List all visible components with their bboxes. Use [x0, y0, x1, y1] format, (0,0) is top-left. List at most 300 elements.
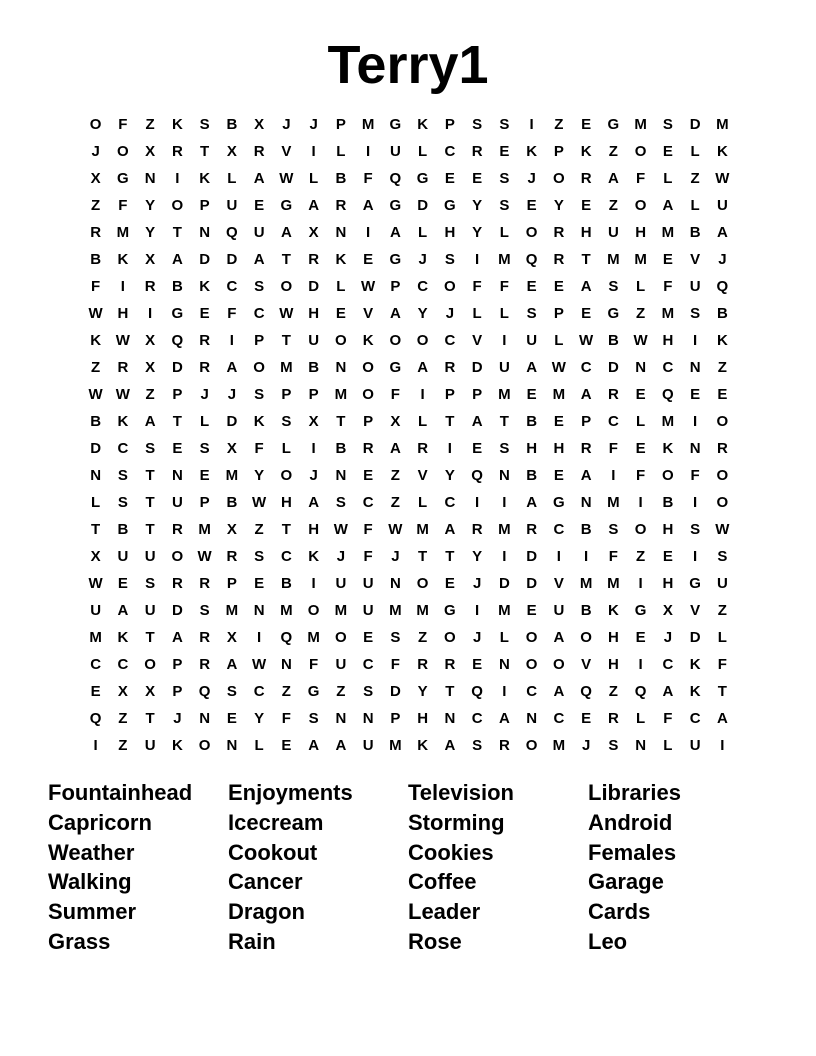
grid-cell: V — [363, 305, 374, 322]
grid-cell: O — [362, 359, 374, 376]
grid-cell: X — [226, 521, 237, 538]
grid-cell: X — [390, 413, 401, 430]
grid-cell: I — [475, 494, 480, 511]
word-list-item: Garage — [588, 869, 664, 895]
grid-cell: K — [362, 332, 374, 349]
grid-cell: Y — [417, 305, 428, 322]
grid-cell: O — [525, 224, 538, 241]
grid-cell: S — [390, 629, 401, 646]
grid-cell: J — [581, 737, 591, 754]
grid-cell: K — [335, 251, 347, 268]
grid-cell: X — [226, 143, 237, 160]
grid-cell: L — [717, 629, 727, 646]
grid-cell: A — [716, 710, 728, 727]
grid-cell: J — [200, 386, 209, 403]
grid-cell: K — [526, 143, 538, 160]
grid-cell: S — [499, 440, 510, 457]
grid-cell: C — [471, 710, 483, 727]
grid-cell: D — [308, 278, 320, 295]
grid-cell: A — [253, 251, 265, 268]
grid-cell: E — [553, 278, 564, 295]
grid-cell: K — [716, 332, 728, 349]
grid-cell: M — [225, 467, 239, 484]
grid-cell: L — [636, 413, 646, 430]
grid-cell: E — [526, 386, 537, 403]
grid-cell: B — [716, 305, 728, 322]
grid-cell: N — [280, 656, 292, 673]
grid-cell: S — [254, 548, 265, 565]
grid-cell: L — [227, 170, 237, 187]
grid-cell: O — [335, 332, 347, 349]
grid-cell: U — [144, 602, 156, 619]
grid-cell: U — [253, 224, 265, 241]
grid-cell: A — [335, 737, 347, 754]
word-list-item: Cookout — [228, 839, 318, 865]
grid-cell: C — [117, 440, 129, 457]
grid-cell: M — [607, 251, 620, 268]
grid-cell: F — [717, 656, 727, 673]
grid-cell: Q — [525, 251, 538, 268]
grid-cell: R — [471, 521, 483, 538]
grid-cell: K — [117, 251, 129, 268]
grid-cell: G — [416, 170, 429, 187]
grid-cell: E — [363, 251, 374, 268]
grid-cell: Q — [171, 332, 184, 349]
grid-cell: E — [581, 197, 592, 214]
grid-cell: Z — [608, 683, 618, 700]
grid-cell: A — [607, 170, 619, 187]
grid-cell: J — [91, 143, 100, 160]
grid-cell: R — [199, 332, 211, 349]
grid-cell: C — [417, 278, 429, 295]
grid-cell: N — [362, 710, 374, 727]
grid-cell: G — [307, 683, 320, 700]
grid-cell: W — [197, 548, 212, 565]
grid-cell: B — [526, 467, 538, 484]
grid-cell: I — [693, 494, 698, 511]
grid-cell: I — [693, 332, 698, 349]
grid-cell: S — [199, 116, 210, 133]
grid-cell: Y — [417, 683, 428, 700]
grid-cell: O — [144, 656, 156, 673]
word-list-item: Coffee — [408, 869, 477, 895]
grid-cell: E — [472, 440, 483, 457]
grid-cell: T — [717, 683, 727, 700]
grid-cell: A — [362, 197, 374, 214]
grid-cell: R — [498, 737, 510, 754]
grid-cell: K — [689, 683, 701, 700]
grid-cell: G — [689, 575, 701, 592]
grid-cell: M — [498, 251, 511, 268]
grid-cell: S — [717, 548, 728, 565]
grid-cell: U — [335, 575, 347, 592]
grid-cell: E — [363, 467, 374, 484]
grid-cell: N — [171, 467, 183, 484]
grid-cell: P — [226, 575, 237, 592]
grid-cell: T — [445, 548, 455, 565]
grid-cell: A — [117, 602, 129, 619]
grid-cell: N — [389, 575, 401, 592]
grid-cell: R — [471, 143, 483, 160]
grid-cell: U — [553, 602, 565, 619]
grid-cell: W — [279, 305, 294, 322]
grid-cell: Z — [91, 359, 101, 376]
word-list-item: Females — [588, 839, 677, 865]
grid-cell: D — [90, 440, 102, 457]
grid-cell: S — [472, 116, 483, 133]
grid-cell: T — [445, 683, 455, 700]
grid-cell: E — [717, 386, 728, 403]
grid-cell: J — [445, 305, 455, 322]
grid-cell: L — [200, 413, 210, 430]
grid-cell: A — [389, 224, 401, 241]
grid-cell: F — [608, 548, 618, 565]
grid-cell: F — [254, 440, 264, 457]
grid-cell: E — [226, 710, 237, 727]
word-list-item: Icecream — [228, 809, 324, 835]
grid-cell: S — [690, 521, 701, 538]
grid-cell: M — [416, 602, 429, 619]
grid-cell: A — [171, 251, 183, 268]
grid-cell: I — [366, 224, 371, 241]
grid-cell: I — [693, 413, 698, 430]
grid-cell: Y — [472, 197, 483, 214]
word-list — [48, 778, 778, 957]
grid-cell: Z — [608, 143, 618, 160]
word-list-item: Dragon — [228, 899, 305, 925]
grid-cell: A — [171, 629, 183, 646]
grid-cell: Q — [634, 683, 647, 700]
grid-cell: B — [580, 521, 592, 538]
grid-cell: N — [199, 224, 211, 241]
grid-cell: U — [362, 737, 374, 754]
grid-cell: C — [362, 494, 374, 511]
grid-cell: P — [172, 683, 183, 700]
grid-cell: O — [198, 737, 211, 754]
grid-cell: R — [580, 440, 592, 457]
grid-cell: W — [715, 521, 730, 538]
grid-cell: L — [418, 143, 428, 160]
grid-cell: D — [498, 575, 510, 592]
grid-cell: E — [254, 197, 265, 214]
grid-cell: A — [553, 629, 565, 646]
grid-cell: D — [199, 251, 211, 268]
grid-cell: A — [389, 305, 401, 322]
grid-cell: V — [553, 575, 564, 592]
grid-cell: E — [472, 170, 483, 187]
grid-cell: U — [117, 548, 129, 565]
grid-cell: Q — [662, 386, 674, 403]
letter-grid — [82, 111, 736, 759]
grid-cell: T — [281, 521, 291, 538]
grid-cell: M — [361, 116, 375, 133]
grid-cell: E — [581, 116, 592, 133]
grid-cell: I — [311, 143, 316, 160]
grid-cell: L — [636, 278, 646, 295]
grid-cell: M — [89, 629, 102, 646]
grid-cell: C — [526, 683, 538, 700]
grid-cell: D — [226, 251, 238, 268]
grid-cell: G — [634, 602, 647, 619]
grid-cell: J — [527, 170, 536, 187]
grid-cell: X — [226, 440, 237, 457]
grid-cell: N — [635, 737, 647, 754]
grid-cell: N — [335, 359, 347, 376]
grid-cell: F — [309, 656, 319, 673]
grid-cell: H — [526, 440, 538, 457]
grid-cell: P — [390, 710, 401, 727]
grid-cell: S — [363, 683, 374, 700]
grid-cell: L — [281, 440, 291, 457]
grid-cell: X — [145, 251, 156, 268]
grid-cell: X — [145, 332, 156, 349]
grid-cell: H — [444, 224, 456, 241]
grid-cell: E — [635, 629, 646, 646]
grid-cell: I — [502, 494, 507, 511]
grid-cell: M — [607, 494, 620, 511]
grid-cell: E — [472, 656, 483, 673]
grid-cell: Q — [580, 683, 592, 700]
grid-cell: X — [117, 683, 128, 700]
grid-cell: I — [229, 332, 234, 349]
grid-cell: J — [227, 386, 237, 403]
grid-cell: M — [334, 602, 348, 619]
grid-cell: I — [420, 386, 425, 403]
grid-cell: B — [90, 251, 102, 268]
grid-cell: H — [580, 224, 592, 241]
grid-cell: D — [526, 575, 538, 592]
grid-cell: H — [553, 440, 565, 457]
grid-cell: C — [662, 359, 674, 376]
grid-cell: L — [309, 170, 319, 187]
grid-cell: E — [581, 710, 592, 727]
grid-cell: C — [580, 359, 592, 376]
grid-cell: I — [720, 737, 725, 754]
grid-cell: F — [499, 278, 509, 295]
grid-cell: N — [90, 467, 102, 484]
grid-cell: R — [362, 440, 374, 457]
grid-cell: H — [607, 656, 619, 673]
grid-cell: O — [634, 197, 647, 214]
grid-cell: T — [581, 251, 591, 268]
grid-cell: S — [254, 386, 265, 403]
grid-cell: W — [252, 656, 267, 673]
grid-cell: W — [633, 332, 648, 349]
grid-cell: F — [690, 467, 700, 484]
grid-cell: E — [526, 278, 537, 295]
grid-cell: Z — [91, 197, 101, 214]
grid-cell: D — [226, 413, 238, 430]
grid-cell: W — [579, 332, 594, 349]
grid-cell: J — [309, 116, 318, 133]
grid-cell: F — [390, 656, 400, 673]
grid-cell: N — [689, 440, 701, 457]
grid-cell: X — [254, 116, 265, 133]
grid-cell: I — [584, 548, 589, 565]
grid-cell: N — [226, 737, 238, 754]
grid-cell: M — [416, 521, 429, 538]
grid-cell: R — [417, 440, 429, 457]
grid-cell: F — [227, 305, 237, 322]
grid-cell: S — [472, 737, 483, 754]
grid-cell: L — [663, 737, 673, 754]
grid-cell: K — [117, 629, 129, 646]
grid-cell: Y — [145, 224, 156, 241]
grid-cell: J — [472, 629, 482, 646]
grid-cell: H — [635, 224, 647, 241]
grid-cell: I — [638, 656, 643, 673]
grid-cell: E — [662, 143, 673, 160]
grid-cell: K — [417, 116, 429, 133]
grid-cell: R — [607, 710, 619, 727]
grid-cell: D — [526, 548, 538, 565]
grid-cell: S — [145, 440, 156, 457]
grid-cell: O — [89, 116, 102, 133]
grid-cell: S — [690, 305, 701, 322]
grid-cell: Q — [716, 278, 729, 295]
grid-cell: K — [171, 737, 183, 754]
grid-cell: A — [389, 440, 401, 457]
grid-cell: C — [607, 413, 619, 430]
grid-cell: W — [279, 170, 294, 187]
grid-cell: T — [145, 467, 155, 484]
grid-cell: G — [389, 197, 402, 214]
grid-cell: D — [471, 359, 483, 376]
word-list-item: Fountainhead — [48, 780, 193, 805]
grid-cell: S — [499, 170, 510, 187]
grid-cell: I — [638, 494, 643, 511]
grid-cell: E — [281, 737, 292, 754]
grid-cell: S — [499, 116, 510, 133]
grid-cell: P — [199, 494, 210, 511]
grid-cell: B — [226, 494, 238, 511]
grid-cell: M — [634, 116, 647, 133]
grid-cell: T — [499, 413, 509, 430]
grid-cell: N — [498, 467, 510, 484]
grid-cell: I — [475, 251, 480, 268]
grid-cell: F — [363, 521, 373, 538]
grid-cell: E — [117, 575, 128, 592]
grid-cell: P — [172, 386, 183, 403]
grid-cell: H — [117, 305, 129, 322]
grid-cell: S — [526, 305, 537, 322]
grid-cell: S — [226, 683, 237, 700]
grid-cell: Q — [471, 683, 483, 700]
grid-cell: S — [199, 602, 210, 619]
grid-cell: L — [554, 332, 564, 349]
grid-cell: Z — [336, 683, 346, 700]
grid-cell: A — [444, 521, 456, 538]
grid-cell: B — [117, 521, 129, 538]
grid-cell: P — [444, 386, 455, 403]
grid-cell: M — [716, 116, 729, 133]
grid-cell: I — [502, 548, 507, 565]
grid-cell: U — [90, 602, 102, 619]
grid-cell: H — [607, 629, 619, 646]
word-list-item: Storming — [408, 809, 505, 835]
grid-cell: A — [226, 359, 238, 376]
grid-cell: X — [90, 170, 101, 187]
grid-cell: B — [335, 170, 347, 187]
grid-cell: E — [499, 143, 510, 160]
grid-cell: C — [444, 332, 456, 349]
grid-cell: R — [117, 359, 129, 376]
grid-cell: I — [475, 602, 480, 619]
grid-cell: C — [553, 521, 565, 538]
grid-cell: E — [199, 305, 210, 322]
grid-cell: V — [281, 143, 292, 160]
grid-cell: D — [607, 359, 619, 376]
grid-cell: A — [444, 737, 456, 754]
grid-cell: Y — [472, 548, 483, 565]
grid-cell: N — [199, 710, 211, 727]
grid-cell: G — [444, 197, 456, 214]
grid-cell: F — [663, 278, 673, 295]
grid-cell: R — [444, 656, 456, 673]
grid-cell: O — [634, 521, 647, 538]
grid-cell: I — [311, 440, 316, 457]
grid-cell: D — [689, 629, 701, 646]
grid-cell: F — [118, 197, 128, 214]
grid-cell: A — [662, 197, 674, 214]
grid-cell: Z — [636, 548, 646, 565]
grid-cell: Z — [636, 305, 646, 322]
grid-cell: W — [88, 575, 103, 592]
grid-cell: C — [253, 683, 265, 700]
word-list-item: Leader — [408, 899, 481, 925]
grid-cell: K — [199, 170, 211, 187]
grid-cell: G — [444, 602, 456, 619]
grid-cell: O — [253, 359, 265, 376]
grid-cell: B — [308, 359, 320, 376]
grid-cell: X — [145, 143, 156, 160]
word-list-item: Cancer — [228, 869, 303, 895]
grid-cell: A — [226, 656, 238, 673]
grid-cell: F — [636, 467, 646, 484]
grid-cell: O — [553, 170, 565, 187]
grid-cell: Z — [254, 521, 264, 538]
grid-cell: P — [444, 116, 455, 133]
grid-cell: O — [580, 629, 592, 646]
grid-cell: O — [444, 278, 456, 295]
word-list-item: Weather — [48, 839, 135, 865]
grid-cell: I — [257, 629, 262, 646]
grid-cell: S — [254, 278, 265, 295]
grid-cell: N — [253, 602, 265, 619]
grid-cell: E — [444, 575, 455, 592]
grid-cell: P — [363, 413, 374, 430]
grid-cell: A — [498, 710, 510, 727]
grid-cell: M — [498, 521, 511, 538]
grid-cell: F — [472, 278, 482, 295]
grid-cell: K — [117, 413, 129, 430]
grid-cell: S — [335, 494, 346, 511]
grid-cell: P — [581, 413, 592, 430]
grid-cell: G — [280, 197, 293, 214]
grid-cell: C — [662, 656, 674, 673]
grid-cell: U — [144, 548, 156, 565]
grid-cell: E — [553, 467, 564, 484]
grid-cell: O — [171, 197, 184, 214]
grid-cell: W — [715, 170, 730, 187]
grid-cell: O — [389, 332, 402, 349]
grid-cell: S — [199, 440, 210, 457]
grid-cell: K — [716, 143, 728, 160]
grid-cell: R — [417, 656, 429, 673]
grid-cell: O — [416, 575, 429, 592]
grid-cell: O — [362, 386, 374, 403]
grid-cell: O — [416, 332, 429, 349]
